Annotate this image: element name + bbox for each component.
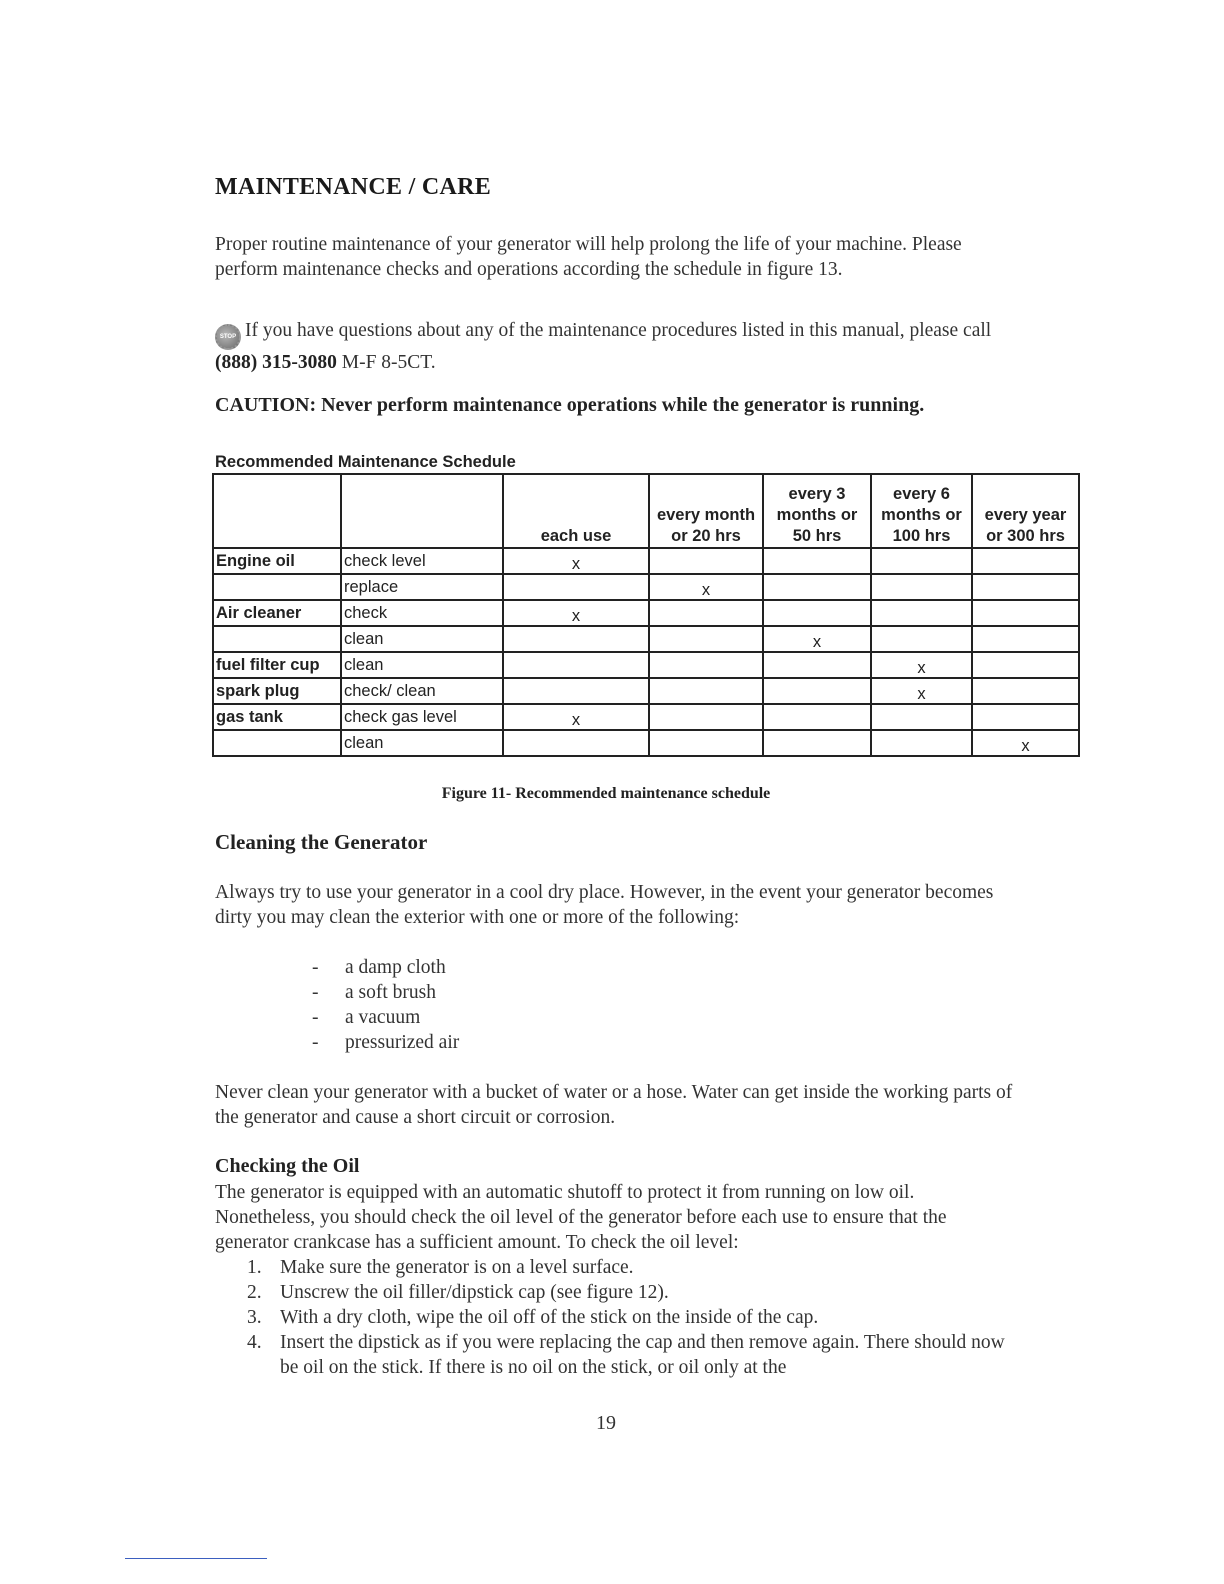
table-row	[213, 678, 1079, 704]
item-cell	[213, 730, 341, 756]
contact-text-before: If you have questions about any of the maintenance procedures listed in this manual, please call	[245, 320, 992, 341]
mark-cell: x	[871, 652, 972, 678]
mark-cell	[972, 652, 1079, 678]
mark-cell	[649, 652, 763, 678]
mark-cell	[763, 704, 871, 730]
step-text: Insert the dipstick as if you were replacing the cap and then remove again. There should now be oil on the stick. If there is no oil on the stick, or oil only at the	[280, 1332, 1005, 1378]
mark-cell	[871, 704, 972, 730]
item-cell	[213, 626, 341, 652]
maintenance-schedule-table	[212, 473, 1080, 757]
mark-cell	[503, 574, 649, 600]
table-row	[213, 652, 1079, 678]
table-row	[213, 600, 1079, 626]
step-text: With a dry cloth, wipe the oil off of the stick on the inside of the cap.	[280, 1307, 819, 1328]
table-header-cell	[341, 474, 503, 548]
action-cell: check level	[341, 548, 503, 574]
mark-cell	[763, 730, 871, 756]
mark-cell	[972, 548, 1079, 574]
mark-cell	[763, 600, 871, 626]
page-title: MAINTENANCE / CARE	[215, 174, 492, 200]
action-cell: check	[341, 600, 503, 626]
mark-cell: x	[871, 678, 972, 704]
table-header-row	[213, 474, 1079, 548]
table-header-cell: each use	[503, 474, 649, 548]
table-header-cell: every 6 months or 100 hrs	[871, 474, 972, 548]
stop-sign-icon: STOP	[215, 324, 241, 350]
oil-steps-list	[215, 1255, 1015, 1380]
list-item: - a soft brush	[312, 982, 436, 1003]
step-text: Make sure the generator is on a level surface.	[280, 1257, 634, 1278]
mark-cell	[503, 652, 649, 678]
table-header-cell: every month or 20 hrs	[649, 474, 763, 548]
mark-cell	[649, 704, 763, 730]
list-item-text: a vacuum	[345, 1007, 421, 1028]
item-cell: fuel filter cup	[213, 652, 341, 678]
table-row	[213, 626, 1079, 652]
list-item: 4. Insert the dipstick as if you were replacing the cap and then remove again. There should now be oil on the stick. If there is no oil on the stick, or oil only at the	[247, 1332, 1005, 1378]
schedule-table-title: Recommended Maintenance Schedule	[215, 453, 516, 471]
mark-cell	[763, 652, 871, 678]
mark-cell	[763, 548, 871, 574]
mark-cell: x	[503, 548, 649, 574]
table-row	[213, 548, 1079, 574]
table-header-cell	[213, 474, 341, 548]
mark-cell	[972, 600, 1079, 626]
list-item-text: a damp cloth	[345, 957, 446, 978]
item-cell: Air cleaner	[213, 600, 341, 626]
mark-cell	[503, 730, 649, 756]
list-item: 1. Make sure the generator is on a level surface.	[247, 1257, 634, 1278]
cleaning-paragraph: Always try to use your generator in a cool dry place. However, in the event your generator becomes dirty you may clean the exterior with one or more of the following:	[215, 882, 994, 928]
footnote-divider	[125, 1558, 267, 1559]
item-cell: Engine oil	[213, 548, 341, 574]
table-row	[213, 574, 1079, 600]
action-cell: check gas level	[341, 704, 503, 730]
action-cell: clean	[341, 626, 503, 652]
mark-cell	[763, 574, 871, 600]
action-cell: clean	[341, 652, 503, 678]
mark-cell	[972, 626, 1079, 652]
cleaning-options-list	[312, 955, 459, 1055]
mark-cell	[649, 600, 763, 626]
page-number: 19	[596, 1412, 616, 1434]
item-cell: gas tank	[213, 704, 341, 730]
list-item-text: pressurized air	[345, 1032, 460, 1053]
mark-cell	[649, 730, 763, 756]
table-row	[213, 704, 1079, 730]
mark-cell	[871, 574, 972, 600]
mark-cell	[972, 678, 1079, 704]
mark-cell	[649, 548, 763, 574]
contact-text-after: M-F 8-5CT.	[336, 352, 436, 373]
action-cell: replace	[341, 574, 503, 600]
action-cell: clean	[341, 730, 503, 756]
mark-cell	[871, 626, 972, 652]
mark-cell	[763, 678, 871, 704]
mark-cell	[972, 704, 1079, 730]
list-item: - a damp cloth	[312, 957, 446, 978]
mark-cell	[649, 678, 763, 704]
mark-cell	[503, 626, 649, 652]
step-text: Unscrew the oil filler/dipstick cap (see figure 12).	[280, 1282, 669, 1303]
table-header-cell: every year or 300 hrs	[972, 474, 1079, 548]
mark-cell	[871, 548, 972, 574]
mark-cell	[871, 730, 972, 756]
figure-caption: Figure 11- Recommended maintenance schedule	[441, 785, 771, 802]
mark-cell	[649, 626, 763, 652]
table-row	[213, 730, 1079, 756]
mark-cell	[871, 600, 972, 626]
list-item: 2. Unscrew the oil filler/dipstick cap (see figure 12).	[247, 1282, 669, 1303]
item-cell	[213, 574, 341, 600]
mark-cell: x	[972, 730, 1079, 756]
contact-phone: (888) 315-3080	[215, 352, 337, 373]
contact-paragraph	[215, 318, 1015, 375]
list-item: - a vacuum	[312, 1007, 421, 1028]
cleaning-warning-paragraph: Never clean your generator with a bucket of water or a hose. Water can get inside the working parts of the generator and cause a short circuit or corrosion.	[215, 1082, 1013, 1128]
oil-paragraph: The generator is equipped with an automatic shutoff to protect it from running on low oil. Nonetheless, you should check the oil level of the generator before each use to ensure that the generator crankcase has a sufficient amount. To check the oil level:	[215, 1182, 947, 1253]
mark-cell: x	[503, 704, 649, 730]
list-item-text: a soft brush	[345, 982, 436, 1003]
list-item: - pressurized air	[312, 1032, 460, 1053]
oil-heading: Checking the Oil	[215, 1155, 360, 1177]
action-cell: check/ clean	[341, 678, 503, 704]
cleaning-heading: Cleaning the Generator	[215, 830, 428, 854]
mark-cell	[972, 574, 1079, 600]
mark-cell	[503, 678, 649, 704]
mark-cell: x	[503, 600, 649, 626]
list-item: 3. With a dry cloth, wipe the oil off of the stick on the inside of the cap.	[247, 1307, 819, 1328]
caution-notice: CAUTION: Never perform maintenance operations while the generator is running.	[215, 394, 925, 416]
intro-paragraph: Proper routine maintenance of your generator will help prolong the life of your machine. Please perform maintenance checks and operations according the schedule in figure 13.	[215, 234, 962, 280]
mark-cell: x	[649, 574, 763, 600]
table-header-cell: every 3 months or 50 hrs	[763, 474, 871, 548]
mark-cell: x	[763, 626, 871, 652]
item-cell: spark plug	[213, 678, 341, 704]
